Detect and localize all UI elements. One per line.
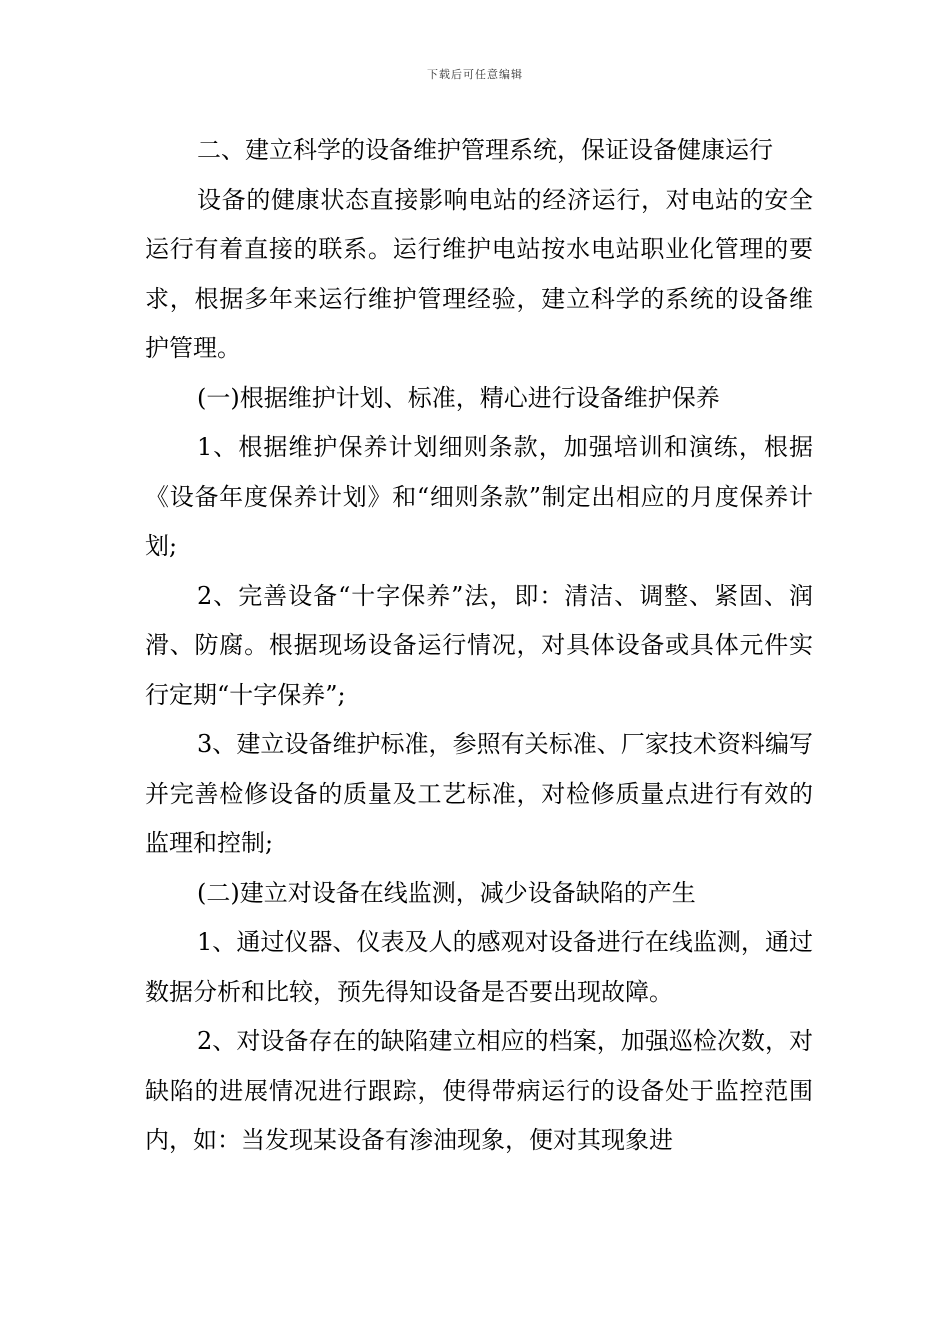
intro-paragraph: 设备的健康状态直接影响电站的经济运行，对电站的安全运行有着直接的联系。运行维护电站按水电站职业化管理的要求，根据多年来运行维护管理经验，建立科学的系统的设备维护管理。 [145, 185, 813, 362]
list-item-1-b: 1、通过仪器、仪表及人的感观对设备进行在线监测，通过数据分析和比较，预先得知设备是否要出现故障。 [145, 928, 813, 1006]
subsection-heading-2: (二)建立对设备在线监测，减少设备缺陷的产生 [197, 878, 696, 907]
header-note: 下载后可任意编辑 [427, 68, 523, 81]
subsection-heading-1: (一)根据维护计划、标准，精心进行设备维护保养 [197, 383, 720, 412]
list-item-2: 2、完善设备“十字保养”法，即：清洁、调整、紧固、润滑、防腐。根据现场设备运行情况，对具体设备或具体元件实行定期“十字保养”; [145, 581, 813, 709]
document-body [145, 126, 813, 1166]
list-item-2-b: 2、对设备存在的缺陷建立相应的档案，加强巡检次数，对缺陷的进展情况进行跟踪，使得带病运行的设备处于监控范围内，如：当发现某设备有渗油现象，便对其现象进 [145, 1027, 813, 1154]
list-item-1: 1、根据维护保养计划细则条款，加强培训和演练，根据《设备年度保养计划》和“细则条款”制定出相应的月度保养计划; [145, 433, 813, 560]
section-heading-2: 二、建立科学的设备维护管理系统，保证设备健康运行 [197, 136, 773, 164]
list-item-3: 3、建立设备维护标准，参照有关标准、厂家技术资料编写并完善检修设备的质量及工艺标准，对检修质量点进行有效的监理和控制; [145, 730, 813, 857]
